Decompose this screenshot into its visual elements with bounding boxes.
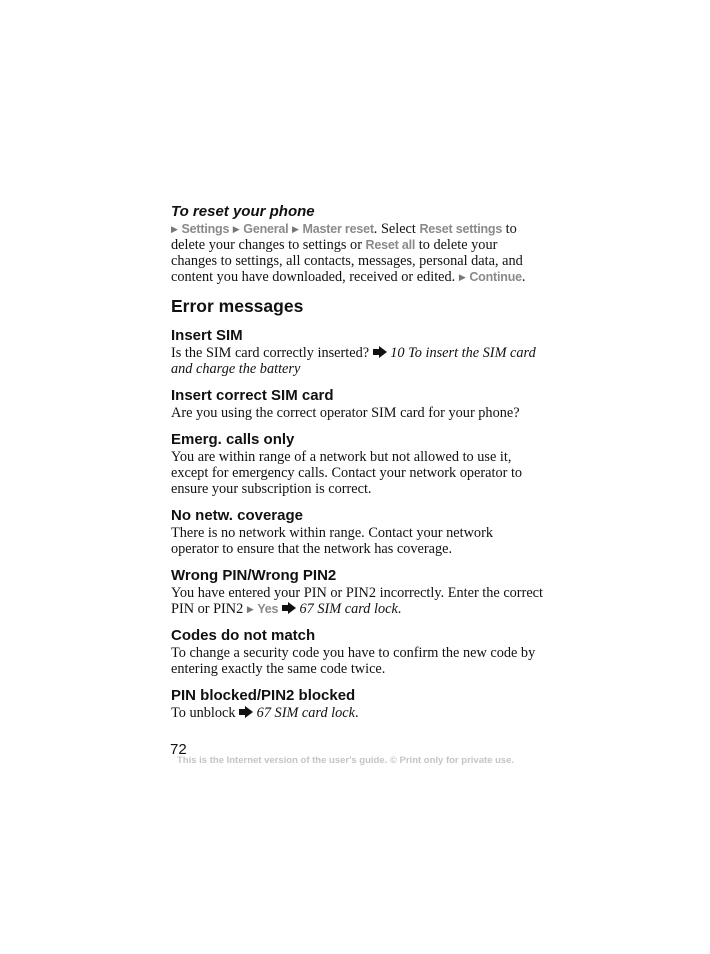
message-tail: . bbox=[397, 601, 402, 617]
message-text: You are within range of a network but not allowed to use it, except for emergency calls. Contact your network operator to ensure your subscription is correct. bbox=[171, 449, 523, 497]
message-body: Is the SIM card correctly inserted? bbox=[171, 345, 373, 361]
reference-arrow-icon bbox=[282, 602, 296, 614]
reset-text-3: to delete your changes to settings, all contacts, messages, personal data, and content you have downloaded, received or edited. bbox=[171, 237, 523, 285]
message-text bbox=[171, 345, 543, 377]
message-codes-mismatch bbox=[171, 627, 543, 677]
menu-general: General bbox=[243, 222, 289, 236]
menu-yes: Yes bbox=[257, 602, 279, 616]
message-title: PIN blocked/PIN2 blocked bbox=[171, 687, 356, 704]
section-title: Error messages bbox=[171, 296, 304, 316]
reset-text-2: to delete your changes to settings or bbox=[171, 221, 517, 253]
message-text bbox=[171, 585, 543, 617]
message-title: Wrong PIN/Wrong PIN2 bbox=[171, 567, 337, 584]
message-text: Are you using the correct operator SIM card for your phone? bbox=[171, 405, 520, 421]
message-title: Emerg. calls only bbox=[171, 431, 295, 448]
message-text bbox=[171, 705, 543, 721]
message-body: To unblock bbox=[171, 705, 240, 721]
footer-notice: This is the Internet version of the user's guide. © Print only for private use. bbox=[177, 755, 515, 766]
reset-text-4: . bbox=[521, 269, 526, 285]
page-reference: 67 SIM card lock bbox=[299, 601, 398, 617]
message-tail: . bbox=[355, 705, 359, 721]
menu-reset-settings: Reset settings bbox=[419, 222, 503, 236]
menu-arrow-icon: ▶ bbox=[292, 224, 299, 234]
reset-text-1: . Select bbox=[373, 221, 420, 237]
reset-title: To reset your phone bbox=[171, 203, 315, 220]
menu-master-reset: Master reset bbox=[302, 222, 374, 236]
message-pin-blocked bbox=[171, 687, 543, 721]
message-body: You have entered your PIN or PIN2 incorrectly. Enter the correct PIN or PIN2 bbox=[171, 585, 543, 617]
menu-continue: Continue bbox=[469, 270, 522, 284]
reset-procedure bbox=[171, 203, 543, 285]
message-text: There is no network within range. Contact your network operator to ensure that the network has coverage. bbox=[171, 525, 493, 557]
menu-arrow-icon: ▶ bbox=[458, 272, 466, 282]
message-title: Insert correct SIM card bbox=[171, 387, 334, 404]
message-text: To change a security code you have to confirm the new code by entering exactly the same code twice. bbox=[171, 645, 536, 677]
menu-arrow-icon: ▶ bbox=[171, 224, 178, 234]
message-no-coverage bbox=[171, 507, 543, 557]
reference-arrow-icon bbox=[373, 346, 387, 358]
page-number: 72 bbox=[170, 741, 187, 758]
page-reference: 67 SIM card lock bbox=[256, 705, 355, 721]
message-title: Codes do not match bbox=[171, 627, 316, 644]
message-title: No netw. coverage bbox=[171, 507, 303, 524]
reference-arrow-icon bbox=[239, 706, 253, 718]
menu-reset-all: Reset all bbox=[365, 238, 416, 252]
menu-arrow-icon: ▶ bbox=[246, 604, 254, 614]
page-reference: 10 To insert the SIM card and charge the battery bbox=[171, 345, 536, 377]
menu-settings: Settings bbox=[181, 222, 230, 236]
message-emerg-calls bbox=[171, 431, 543, 497]
menu-arrow-icon: ▶ bbox=[232, 224, 240, 234]
page-content bbox=[171, 203, 543, 721]
message-title: Insert SIM bbox=[171, 327, 243, 344]
reset-instructions bbox=[171, 221, 543, 285]
message-insert-correct-sim bbox=[171, 387, 543, 421]
message-insert-sim bbox=[171, 327, 543, 377]
message-wrong-pin bbox=[171, 567, 543, 617]
